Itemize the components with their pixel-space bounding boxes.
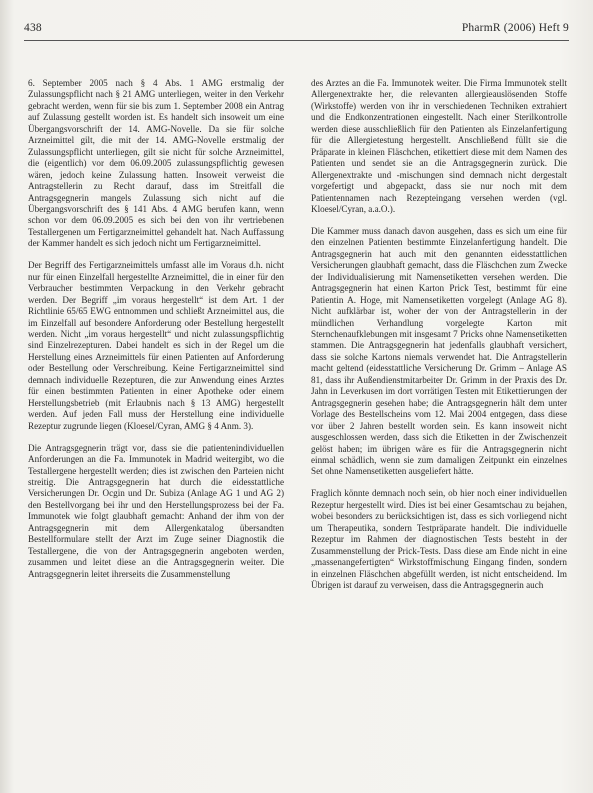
- journal-reference: PharmR (2006) Heft 9: [461, 22, 569, 34]
- paragraph: des Arztes an die Fa. Immunotek weiter. Die Firma Immunotek stellt Allergenextrakte her, die relevanten allergieauslösenden Stoffe (Wirkstoffe) werden von ihr in verschiedenen Techniken extrahiert und die Endkonzentrationen eingestellt. Nach einer Sterilkontrolle werden diese ausschließlich für den Patienten als Einzelanfertigung für die Allergietestung hergestellt. Anschließend füllt sie die Präparate in kleinen Fläschchen, etikettiert diese mit dem Namen des Patienten und sendet sie an die Antragsgegnerin zurück. Die Allergenextrakte und -mischungen sind demnach nicht dergestalt vorgefertigt und abgepackt, dass sie nur noch mit dem Patientennamen nach Rezepteingang versehen werden (vgl. Kloesel/Cyran, a.a.O.).: [311, 78, 567, 214]
- paragraph: Der Begriff des Fertigarzneimittels umfasst alle im Voraus d.h. nicht nur für einen Einzelfall hergestellte Arzneimittel, die in einer für den Verbraucher bestimmten Verpackung in den Verkehr gebracht werden. Der Begriff „im voraus hergestellt“ ist dem Art. 1 der Richtlinie 65/65 EWG entnommen und schließt Arzneimittel aus, die im Einzelfall auf besondere Anforderung oder Bestellung hergestellt werden. Nicht „im voraus hergestellt“ und nicht zulassungspflichtig sind Einzelrezepturen. Dabei handelt es sich in der Regel um die Herstellung eines Arzneimittels für einen Patienten auf Anforderung oder Bestellung oder Verschreibung. Keine Fertigarzneimittel sind demnach individuelle Rezepturen, die zur Anwendung eines Arztes für einen bestimmten Patienten in einer Apotheke oder einem Herstellungsbetrieb (mit Erlaubnis nach § 13 AMG) hergestellt werden. Auf jeden Fall muss der Herstellung eine individuelle Rezeptur zugrunde liegen (Kloesel/Cyran, AMG § 4 Anm. 3).: [28, 260, 284, 431]
- paragraph: Die Kammer muss danach davon ausgehen, dass es sich um eine für den einzelnen Patienten bestimmte Einzelanfertigung handelt. Die Antragsgegnerin hat auch mit den genannten eidesstattlichen Versicherungen glaubhaft gemacht, dass die Fläschchen zum Zwecke der Individualisierung mit Namensetiketten versehen werden. Die Antragsgegnerin hat einen Karton Prick Test, bestimmt für eine Patientin A. Hoge, mit Namensetiketten vorgelegt (Anlage AG 8). Nicht aufklärbar ist, woher der von der Antragstellerin in der mündlichen Verhandlung vorgelegte Karton mit Sternchenaufklebungen mit insgesamt 7 Pricks ohne Namensetiketten stammen. Die Antragsgegnerin hat jedenfalls glaubhaft versichert, dass sie solche Kartons niemals verwendet hat. Die Antragstellerin macht geltend (eidesstattliche Versicherung Dr. Grimm – Anlage AS 81, dass ihr Außendienstmitarbeiter Dr. Grimm in der Praxis des Dr. Jahn in Leverkusen im dort vorrätigen Testen mit Etikettierungen der Antragsgegnerin gesehen habe; die Antragsgegnerin hält dem unter Vorlage des Bestellscheins vom 12. Mai 2004 entgegen, dass diese vor über 2 Jahren bestellt worden sein. Es kann insoweit nicht ausgeschlossen werden, dass sich die Etiketten in der Zwischenzeit gelöst haben; im übrigen wäre es für die Antragsgegnerin nicht einmal schädlich, wenn sie zum damaligen Zeitpunkt ein einzelnes Set ohne Namensetiketten ausgeliefert hätte.: [311, 225, 567, 477]
- page-header: [24, 22, 569, 40]
- left-column: [28, 78, 284, 580]
- paragraph: Die Antragsgegnerin trägt vor, dass sie die patientenindividuellen Anforderungen an die Fa. Immunotek in Madrid weitergibt, wo die Testallergene hergestellt werden; dies ist zwischen den Parteien nicht streitig. Die Antragsgegnerin hat durch die eidesstattliche Versicherungen Dr. Ocgin und Dr. Subiza (Anlage AG 1 und AG 2) den Bestellvorgang bei ihr und den Herstellungsprozess bei der Fa. Immunotek wie folgt glaubhaft gemacht: Anhand der ihm von der Antragsgegnerin mit dem Allergenkatalog übersandten Bestellformulare stellt der Arzt im Zuge seiner Diagnostik die Testallergene, die von der Antragsgegnerin angeboten werden, zusammen und leitet diese an die Antragsgegnerin weiter. Die Antragsgegnerin leitet ihrerseits die Zusammenstellung: [28, 442, 284, 579]
- header-rule: [24, 40, 569, 41]
- right-column: [311, 78, 567, 591]
- page-number: 438: [24, 22, 42, 34]
- paragraph: Fraglich könnte demnach noch sein, ob hier noch einer individuellen Rezeptur hergestellt wird. Dies ist bei einer Gesamtschau zu bejahen, wobei besonders zu berücksichtigen ist, dass es sich vorliegend nicht um Therapeutika, sondern Testpräparate handelt. Die individuelle Rezeptur im Rahmen der diagnostischen Tests besteht in der Zusammenstellung der Prick-Tests. Dass diese am Ende nicht in eine „massenangefertigten“ Wirkstoffmischung Eingang finden, sondern in einzelnen Fläschchen abgefüllt werden, ist nicht entscheidend. Im Übrigen ist darauf zu verweisen, dass die Antragsgegnerin auch: [311, 488, 567, 591]
- paragraph: 6. September 2005 nach § 4 Abs. 1 AMG erstmalig der Zulassungspflicht nach § 21 AMG unterliegen, weiter in den Verkehr gebracht werden, wenn für sie bis zum 1. September 2008 ein Antrag auf Zulassung gestellt worden ist. Es handelt sich insoweit um eine Übergangsvorschrift der 14. AMG-Novelle. Da sie für solche Arzneimittel gilt, die mit der 14. AMG-Novelle erstmalig der Zulassungspflicht unterliegen, gilt sie nicht für solche Arzneimittel, die (eigentlich) vor dem 06.09.2005 zulassungspflichtig gewesen wären, jedoch keine Zulassung hatten. Insoweit verweist die Antragstellerin zu Recht darauf, dass im Streitfall die Antragsgegnerin mangels Zulassung sich nicht auf die Übergangsvorschrift des § 141 Abs. 4 AMG berufen kann, wenn schon vor dem 06.09.2005 es sich bei den von ihr vertriebenen Testallergenen um Fertigarzneimittel gehandelt hat. Nach Auffassung der Kammer handelt es sich jedoch nicht um Fertigarzneimittel.: [28, 78, 284, 249]
